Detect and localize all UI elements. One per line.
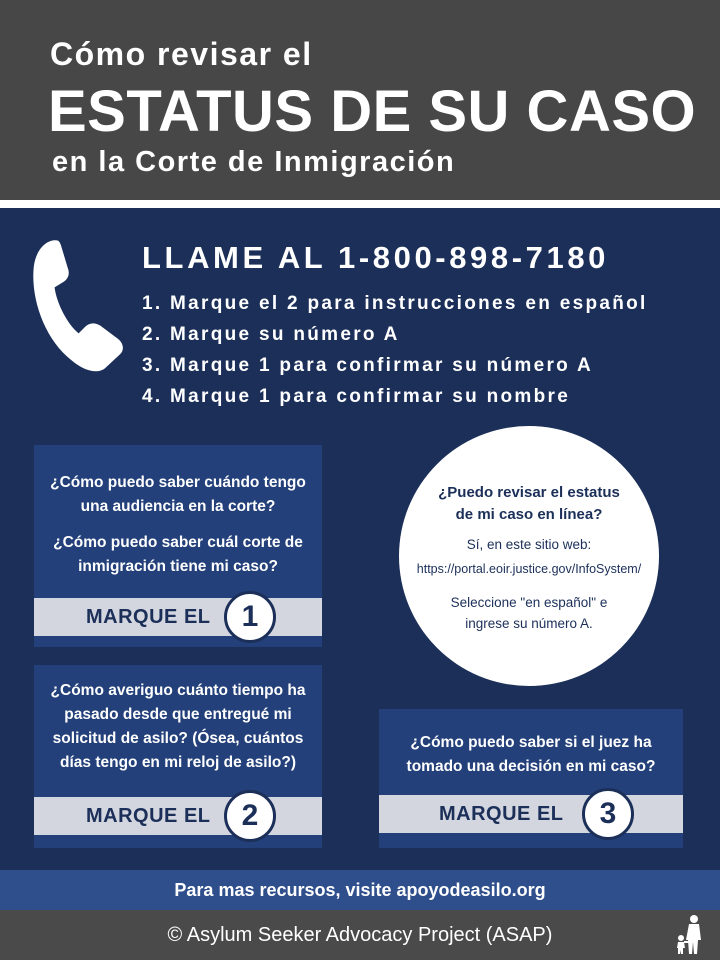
step-item: 3. Marque 1 para confirmar su número A xyxy=(142,355,593,376)
online-question: ¿Puedo revisar el estatus de mi caso en línea? xyxy=(438,484,620,523)
online-url[interactable]: https://portal.eoir.justice.gov/InfoSystem/ xyxy=(416,562,642,576)
family-icon xyxy=(670,914,710,956)
resources-banner: Para mas recursos, visite apoyodeasilo.org xyxy=(0,870,720,910)
call-steps xyxy=(142,288,648,412)
dial-bar-2 xyxy=(34,797,322,835)
step-item: 2. Marque su número A xyxy=(142,324,400,345)
step-item: 4. Marque 1 para confirmar su nombre xyxy=(142,386,571,407)
copyright-text: © Asylum Seeker Advocacy Project (ASAP) xyxy=(167,924,553,946)
online-info-circle xyxy=(399,426,659,686)
question-box-3 xyxy=(379,709,683,848)
copyright-bar xyxy=(0,910,720,960)
dial-number-2: 2 xyxy=(224,790,276,842)
dial-bar-3 xyxy=(379,795,683,833)
header xyxy=(0,0,720,200)
dial-label: MARQUE EL xyxy=(439,803,564,825)
dial-number-1: 1 xyxy=(224,591,276,643)
question-asylum-clock: ¿Cómo averiguo cuánto tiempo ha pasado desde que entregué mi solicitud de asilo? (Ósea, cuántos días tengo en mi reloj de asilo?) xyxy=(50,682,306,771)
call-title: LLAME AL 1-800-898-7180 xyxy=(142,240,610,275)
page-title: ESTATUS DE SU CASO xyxy=(48,79,697,144)
dial-number-3: 3 xyxy=(582,788,634,840)
question-hearing: ¿Cómo puedo saber cuándo tengo una audiencia en la corte? xyxy=(50,474,306,515)
title-line-1: Cómo revisar el xyxy=(50,36,313,72)
header-divider xyxy=(0,200,720,208)
phone-icon xyxy=(28,236,138,376)
question-box-2 xyxy=(34,665,322,848)
step-item: 1. Marque el 2 para instrucciones en español xyxy=(142,293,648,314)
dial-label: MARQUE EL xyxy=(86,805,211,827)
online-answer: Sí, en este sitio web: xyxy=(466,537,592,552)
dial-label: MARQUE EL xyxy=(86,606,211,628)
question-decision: ¿Cómo puedo saber si el juez ha tomado una decisión en mi caso? xyxy=(406,734,656,775)
question-box-1 xyxy=(34,445,322,647)
online-instructions: Seleccione "en español" e ingrese su número A. xyxy=(450,595,608,631)
question-court: ¿Cómo puedo saber cuál corte de inmigración tiene mi caso? xyxy=(53,534,303,575)
dial-bar-1 xyxy=(34,598,322,636)
title-line-3: en la Corte de Inmigración xyxy=(52,146,456,178)
